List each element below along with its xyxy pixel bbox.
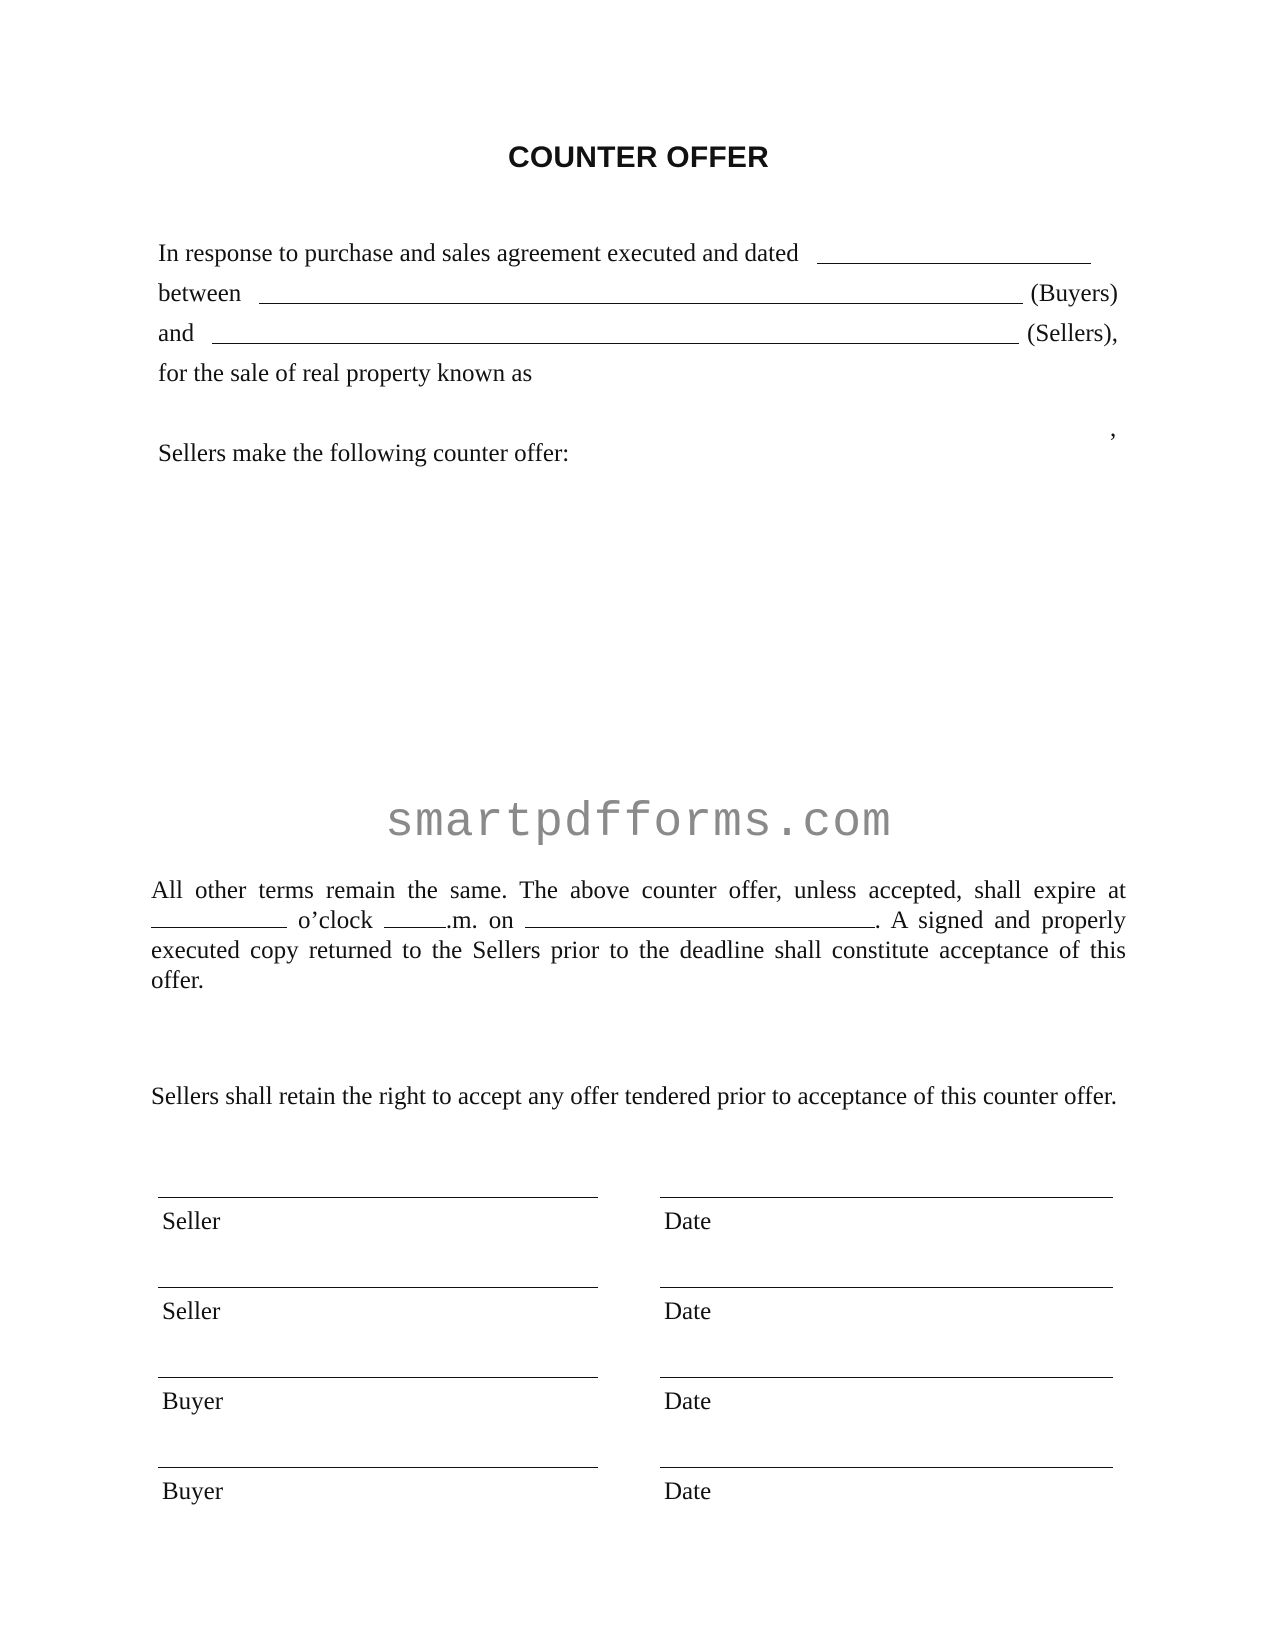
date-label: Date xyxy=(664,1388,712,1415)
signature-label: Seller xyxy=(162,1208,221,1235)
signature-label: Buyer xyxy=(162,1388,224,1415)
buyers-suffix: (Buyers) xyxy=(1030,280,1118,307)
expiry-paragraph xyxy=(151,876,1126,996)
and-label: and xyxy=(158,320,195,347)
date-label: Date xyxy=(664,1298,712,1325)
expiry-text-part3: .m. on xyxy=(445,907,514,934)
watermark: smartpdfforms.com xyxy=(385,796,892,850)
expiry-text-part1: All other terms remain the same. The above counter offer, unless accepted, shall expire at xyxy=(151,877,1126,904)
seller-date-line[interactable] xyxy=(660,1287,1113,1288)
document-title: COUNTER OFFER xyxy=(508,141,769,174)
property-line xyxy=(158,356,1118,388)
counter-offer-terms-area[interactable] xyxy=(158,490,1118,790)
seller-signature-line[interactable] xyxy=(158,1287,598,1288)
sellers-name-blank[interactable] xyxy=(212,321,1019,344)
seller-signature-line[interactable] xyxy=(158,1197,598,1198)
buyers-line xyxy=(158,276,1118,308)
agreement-intro-text: In response to purchase and sales agreement executed and dated xyxy=(158,240,799,267)
seller-date-line[interactable] xyxy=(660,1197,1113,1198)
buyer-date-line[interactable] xyxy=(660,1377,1113,1378)
property-comma: , xyxy=(1110,415,1117,442)
retain-paragraph: Sellers shall retain the right to accept any offer tendered prior to acceptance of this counter offer. xyxy=(151,1083,1118,1110)
signature-label: Buyer xyxy=(162,1478,224,1505)
expiry-date-blank[interactable] xyxy=(525,909,875,928)
expiry-text-part4: . A signed and properly executed copy returned to the Sellers prior to the deadline shall constitute acceptance of this offer. xyxy=(151,907,1127,994)
signature-label: Seller xyxy=(162,1298,221,1325)
sellers-suffix: (Sellers), xyxy=(1027,320,1118,347)
between-label: between xyxy=(158,280,242,307)
buyer-signature-line[interactable] xyxy=(158,1377,598,1378)
agreement-date-blank[interactable] xyxy=(817,241,1091,264)
dated-line xyxy=(158,236,1118,268)
property-text: for the sale of real property known as xyxy=(158,360,533,387)
buyers-name-blank[interactable] xyxy=(259,281,1022,304)
date-label: Date xyxy=(664,1478,712,1505)
counter-offer-intro: Sellers make the following counter offer: xyxy=(158,440,570,467)
buyer-signature-line[interactable] xyxy=(158,1467,598,1468)
expiry-hour-blank[interactable] xyxy=(151,909,287,928)
buyer-date-line[interactable] xyxy=(660,1467,1113,1468)
sellers-line xyxy=(158,316,1118,348)
expiry-ampm-blank[interactable] xyxy=(384,909,446,928)
expiry-text-part2: o’clock xyxy=(297,907,373,934)
counter-offer-intro-line xyxy=(158,436,1118,468)
date-label: Date xyxy=(664,1208,712,1235)
